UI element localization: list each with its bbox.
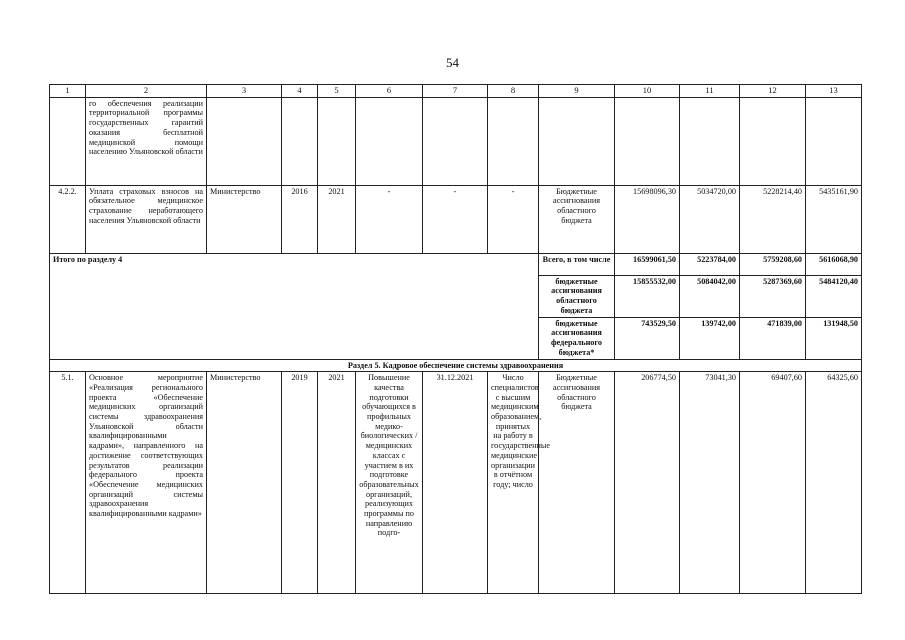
indicator-cell: -: [488, 185, 539, 253]
totals-value: 5759208,60: [740, 253, 806, 275]
year-end: 2021: [318, 185, 356, 253]
value-2019: 5034720,00: [680, 185, 740, 253]
page-number: 54: [446, 55, 459, 70]
result-cell: Повышение качества подготовки обучающихся в профильных медико-биологических / медицинских классах с участием в их подготовке образовательных организаций, реализующих программы по направлению подго-: [356, 372, 423, 594]
indicator-cell: Число специалистов с высшим медицинским образованием, принятых на работу в государственные медицинские организации в отчётном году; число: [488, 372, 539, 594]
executor: Министерство: [207, 372, 282, 594]
table-row-5-1: [50, 372, 862, 594]
column-number: 11: [680, 85, 740, 98]
totals-sublabel: бюджетные ассигнования областного бюджета: [539, 275, 615, 317]
column-number: 8: [488, 85, 539, 98]
column-number: 1: [50, 85, 86, 98]
totals-value: 471839,00: [740, 317, 806, 359]
totals-value: 5484120,40: [806, 275, 862, 317]
date-cell: -: [423, 185, 488, 253]
totals-value: 131948,50: [806, 317, 862, 359]
totals-sublabel: бюджетные ассигнования федерального бюджета*: [539, 317, 615, 359]
year-start: 2016: [282, 185, 318, 253]
value-2019: 73041,30: [680, 372, 740, 594]
column-number: 3: [207, 85, 282, 98]
table-row-4-2-2: [50, 185, 862, 253]
section-title: Раздел 5. Кадровое обеспечение системы здравоохранения: [50, 359, 862, 372]
column-number: 6: [356, 85, 423, 98]
value-2020: 5228214,40: [740, 185, 806, 253]
measure-name: Уплата страховых взносов на обязательное медицинское страхование неработающего населения Ульяновской области: [86, 185, 207, 253]
column-number: 5: [318, 85, 356, 98]
program-table: [49, 84, 862, 594]
continued-description: го обеспечения реализации территориальной программы государственных гарантий оказания бесплатной медицинской помощи населению Ульяновской области: [86, 97, 207, 185]
row-number: 5.1.: [50, 372, 86, 594]
year-start: 2019: [282, 372, 318, 594]
totals-label: Итого по разделу 4: [50, 253, 539, 359]
totals-value: 15855532,00: [615, 275, 680, 317]
value-2021: 64325,60: [806, 372, 862, 594]
date-cell: 31.12.2021: [423, 372, 488, 594]
totals-value: 5223784,00: [680, 253, 740, 275]
column-number: 2: [86, 85, 207, 98]
value-2021: 5435161,90: [806, 185, 862, 253]
value-total: 206774,50: [615, 372, 680, 594]
result-cell: -: [356, 185, 423, 253]
column-number: 4: [282, 85, 318, 98]
column-number: 13: [806, 85, 862, 98]
value-total: 15698096,30: [615, 185, 680, 253]
totals-value: 16599061,50: [615, 253, 680, 275]
totals-sublabel: Всего, в том числе: [539, 253, 615, 275]
value-2020: 69407,60: [740, 372, 806, 594]
column-number: 9: [539, 85, 615, 98]
funding-source: Бюджетные ассигнования областного бюджета: [539, 372, 615, 594]
section-5-header-row: [50, 359, 862, 372]
column-number: 10: [615, 85, 680, 98]
totals-value: 5084042,00: [680, 275, 740, 317]
totals-value: 5287369,60: [740, 275, 806, 317]
column-number-row: [50, 85, 862, 98]
totals-row-all: [50, 253, 862, 275]
column-number: 12: [740, 85, 806, 98]
funding-source: Бюджетные ассигнования областного бюджета: [539, 185, 615, 253]
totals-value: 5616068,90: [806, 253, 862, 275]
totals-value: 139742,00: [680, 317, 740, 359]
table-row-continuation: [50, 97, 862, 185]
measure-name: Основное мероприятие «Реализация регионального проекта «Обеспечение медицинских организаций системы здравоохранения Ульяновской области квалифицированными кадрами», направленного на достижение соответствующих результатов реализации федерального проекта «Обеспечение медицинских организаций системы здравоохранения квалифицированными кадрами»: [86, 372, 207, 594]
totals-value: 743529,50: [615, 317, 680, 359]
row-number: 4.2.2.: [50, 185, 86, 253]
year-end: 2021: [318, 372, 356, 594]
column-number: 7: [423, 85, 488, 98]
executor: Министерство: [207, 185, 282, 253]
